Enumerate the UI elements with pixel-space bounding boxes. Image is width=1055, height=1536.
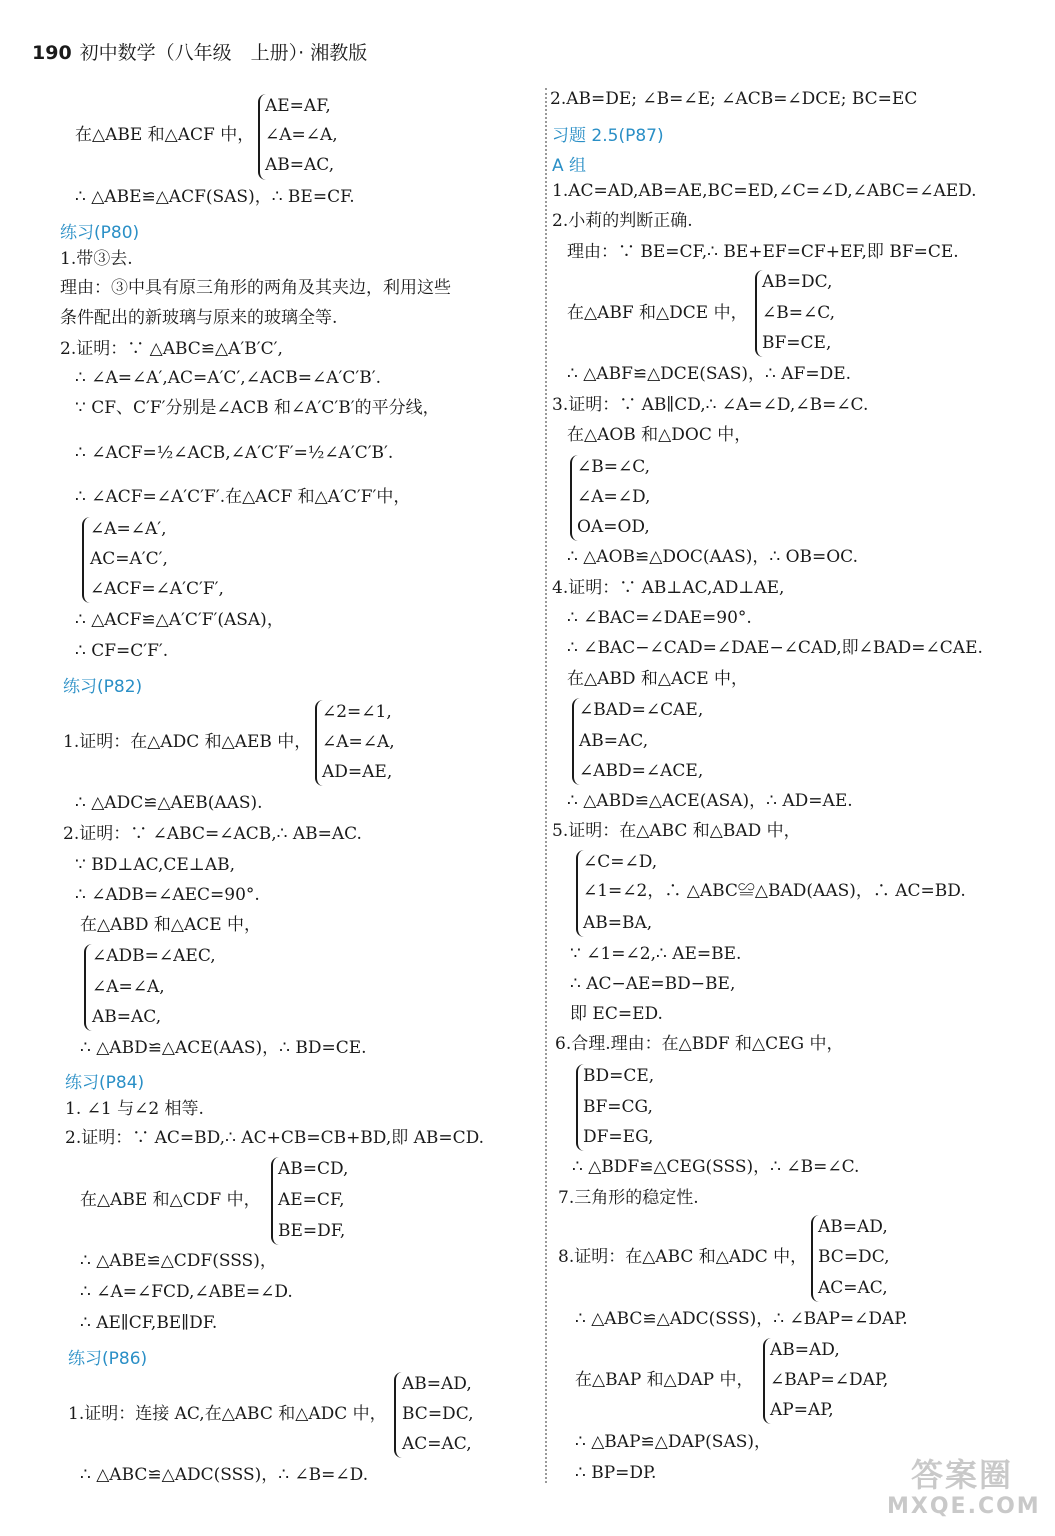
brace-symbol [84, 944, 92, 1031]
section-heading: 练习(P86) [68, 1349, 148, 1369]
answer-line: ∠C=∠D, [583, 852, 658, 872]
answer-line: 在△BAP 和△DAP 中， [575, 1370, 754, 1390]
answer-line: ∴ △ABD≌△ACE(AAS)，∴ BD=CE. [80, 1038, 367, 1058]
answer-line: 1.带③去. [60, 249, 133, 269]
answer-line: ∴ ∠ACF=∠A′C′F′.在△ACF 和△A′C′F′中， [75, 487, 411, 507]
brace-symbol [576, 850, 584, 937]
answer-line: AC=A′C′, [90, 549, 168, 569]
answer-line: BD=CE, [583, 1066, 655, 1086]
answer-line: AB=AC, [92, 1007, 162, 1027]
answer-line: ∴ △ABC≌△ADC(SSS)，∴ ∠BAP=∠DAP. [575, 1309, 908, 1329]
answer-line: AB=DC, [762, 272, 833, 292]
brace-symbol [271, 1157, 279, 1245]
answer-line: 2.证明：∵ △ABC≌△A′B′C′, [60, 339, 283, 359]
answer-line: BF=CG, [583, 1097, 653, 1117]
answer-line: ∠BAD=∠CAE, [579, 700, 704, 720]
brace-symbol [258, 94, 266, 180]
answer-line: ∴ ∠BAC=∠DAE=90°. [567, 608, 752, 628]
section-heading: 练习(P84) [65, 1073, 145, 1093]
answer-line: 1.AC=AD,AB=AE,BC=ED,∠C=∠D,∠ABC=∠AED. [552, 181, 977, 201]
answer-line: AB=AD, [818, 1217, 888, 1237]
answer-line: 7.三角形的稳定性. [558, 1188, 699, 1208]
answer-line: ∵ ∠1=∠2,∴ AE=BE. [570, 944, 742, 964]
answer-line: ∠A=∠A, [92, 977, 165, 997]
answer-line: 在△ABE 和△ACF 中， [75, 125, 255, 145]
answer-line: AB=BA, [583, 913, 653, 933]
section-heading: A 组 [552, 156, 587, 176]
answer-line: AB=AD, [770, 1340, 840, 1360]
answer-line: ∴ △AOB≌△DOC(AAS)，∴ OB=OC. [567, 547, 858, 567]
answer-line: ∠A=∠A′, [90, 519, 167, 539]
brace-symbol [572, 698, 580, 785]
section-heading: 习题 2.5(P87) [552, 126, 664, 146]
answer-line: 2.证明：∵ AC=BD,∴ AC+CB=CB+BD,即 AB=CD. [65, 1128, 485, 1148]
answer-line: AE=CF, [278, 1190, 345, 1210]
answer-line: ∴ △ABF≌△DCE(SAS)，∴ AF=DE. [567, 364, 852, 384]
answer-line: ∠BAP=∠DAP, [770, 1370, 889, 1390]
answer-line: 即 EC=ED. [570, 1004, 663, 1024]
answer-line: ∴ BP=DP. [575, 1463, 657, 1483]
answer-line: ∴ △ABE≌△CDF(SSS)， [80, 1251, 277, 1271]
brace-symbol [82, 517, 90, 603]
answer-line: 2.AB=DE; ∠B=∠E; ∠ACB=∠DCE; BC=EC [550, 89, 918, 109]
answer-line: ∠2=∠1, [322, 702, 392, 722]
answer-line: 2.小莉的判断正确. [552, 211, 693, 231]
book-title: 初中数学（八年级 上册）· 湘教版 [79, 42, 368, 64]
answer-line: ∠ADB=∠AEC, [92, 946, 216, 966]
answer-line: 在△ABD 和△ACE 中， [567, 669, 749, 689]
answer-line: 8.证明：在△ABC 和△ADC 中， [558, 1247, 808, 1267]
column-divider [545, 88, 547, 1483]
answer-line: 5.证明：在△ABC 和△BAD 中， [552, 821, 801, 841]
section-heading: 练习(P80) [60, 223, 140, 243]
answer-line: 在△ABF 和△DCE 中， [567, 303, 748, 323]
answer-line: 理由：∵ BE=CF,∴ BE+EF=CF+EF,即 BF=CE. [567, 242, 959, 262]
answer-line: ∠ABD=∠ACE, [579, 761, 704, 781]
answer-line: ∴ ∠BAC−∠CAD=∠DAE−∠CAD,即∠BAD=∠CAE. [567, 638, 983, 658]
answer-line: AB=CD, [278, 1159, 349, 1179]
answer-line: ∠B=∠C, [577, 457, 651, 477]
brace-symbol [763, 1338, 771, 1424]
answer-line: ∴ △BAP≌△DAP(SAS)， [575, 1432, 771, 1452]
answer-line: ∴ ∠A=∠FCD,∠ABE=∠D. [80, 1282, 293, 1302]
answer-line: AB=AC, [265, 155, 335, 175]
answer-line: ∴ △BDF≌△CEG(SSS)，∴ ∠B=∠C. [572, 1157, 860, 1177]
answer-line: ∴ △ABD≌△ACE(ASA)，∴ AD=AE. [567, 791, 853, 811]
answer-line: 1.证明：连接 AC,在△ABC 和△ADC 中， [68, 1404, 387, 1424]
answer-line: AB=AD, [402, 1374, 472, 1394]
answer-line: AD=AE, [322, 762, 393, 782]
answer-line: ∴ ∠ADB=∠AEC=90°. [75, 885, 260, 905]
answer-line: 1.证明：在△ADC 和△AEB 中， [63, 732, 312, 752]
answer-line: ∵ BD⊥AC,CE⊥AB, [75, 855, 235, 875]
brace-symbol [811, 1215, 819, 1302]
answer-line: ∴ ∠ACF=½∠ACB,∠A′C′F′=½∠A′C′B′. [75, 443, 394, 463]
answer-line: 理由：③中具有原三角形的两角及其夹边，利用这些 [60, 278, 451, 298]
answer-line: ∠A=∠A, [265, 125, 338, 145]
answer-line: 3.证明：∵ AB∥CD,∴ ∠A=∠D,∠B=∠C. [552, 395, 869, 415]
answer-line: ∴ △ABE≌△ACF(SAS)，∴ BE=CF. [75, 187, 355, 207]
answer-line: 4.证明：∵ AB⊥AC,AD⊥AE, [552, 578, 785, 598]
answer-line: ∴ AC−AE=BD−BE, [570, 974, 736, 994]
answer-line: ∠A=∠A, [322, 732, 395, 752]
brace-symbol [570, 455, 578, 541]
watermark-logo: 答案圈 MXQE.COM [887, 1456, 1041, 1519]
answer-line: 在△ABE 和△CDF 中， [80, 1190, 261, 1210]
answer-line: AB=AC, [579, 731, 649, 751]
answer-line: 6.合理.理由：在△BDF 和△CEG 中， [555, 1034, 844, 1054]
answer-line: AC=AC, [818, 1278, 888, 1298]
answer-line: ∠A=∠D, [577, 487, 651, 507]
answer-line: 在△AOB 和△DOC 中， [567, 425, 752, 445]
answer-line: AE=AF, [265, 96, 331, 116]
brace-symbol [394, 1372, 402, 1458]
answer-line: BC=DC, [402, 1404, 474, 1424]
section-heading: 练习(P82) [63, 677, 143, 697]
answer-line: ∴ △ABC≌△ADC(SSS)，∴ ∠B=∠D. [80, 1465, 369, 1485]
page-header [32, 38, 367, 65]
answer-line: ∴ CF=C′F′. [75, 641, 169, 661]
answer-line: ∠ACF=∠A′C′F′, [90, 579, 224, 599]
answer-line: AC=AC, [402, 1434, 472, 1454]
answer-line: BE=DF, [278, 1221, 346, 1241]
answer-line: 在△ABD 和△ACE 中， [80, 915, 262, 935]
page-number: 190 [32, 42, 72, 64]
answer-line: ∵ CF、C′F′分别是∠ACB 和∠A′C′B′的平分线， [75, 398, 440, 418]
answer-line: ∴ △ADC≌△AEB(AAS). [75, 793, 263, 813]
answer-line: ∴ ∠A=∠A′,AC=A′C′,∠ACB=∠A′C′B′. [75, 368, 381, 388]
answer-line: 2.证明：∵ ∠ABC=∠ACB,∴ AB=AC. [63, 824, 362, 844]
brace-symbol [755, 270, 763, 357]
answer-line: BF=CE, [762, 333, 832, 353]
brace-symbol [315, 700, 323, 786]
answer-line: 条件配出的新玻璃与原来的玻璃全等. [60, 308, 338, 328]
answer-line: ∴ AE∥CF,BE∥DF. [80, 1313, 218, 1333]
answer-line: AP=AP, [770, 1400, 834, 1420]
answer-line: BC=DC, [818, 1247, 890, 1267]
answer-line: DF=EG, [583, 1127, 654, 1147]
answer-line: OA=OD, [577, 517, 650, 537]
answer-line: ∴ △ACF≌△A′C′F′(ASA)， [75, 610, 284, 630]
answer-line: ∠B=∠C, [762, 303, 836, 323]
answer-line: 1. ∠1 与∠2 相等. [65, 1099, 204, 1119]
answer-line: ∠1=∠2，∴ △ABC≌△BAD(AAS)，∴ AC=BD. [583, 881, 966, 901]
brace-symbol [576, 1064, 584, 1151]
